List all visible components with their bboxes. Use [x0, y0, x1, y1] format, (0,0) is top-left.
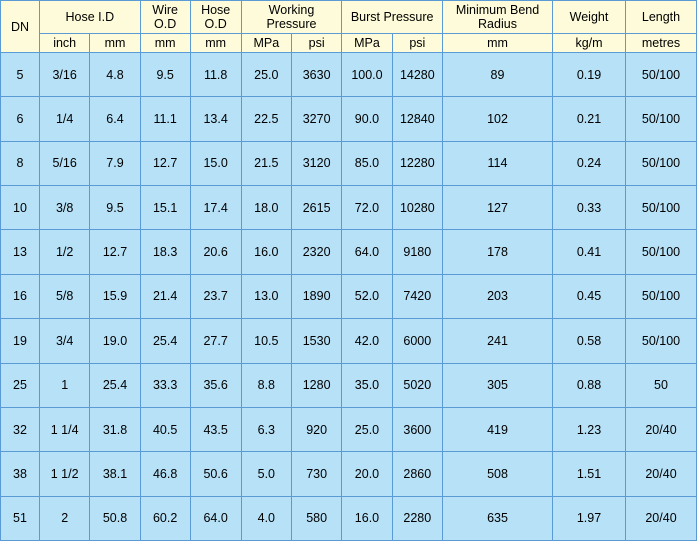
cell-working-pressure-mpa: 25.0 [241, 53, 291, 97]
cell-length: 50/100 [626, 274, 697, 318]
unit-header-hose-id-mm: mm [90, 34, 140, 53]
cell-working-pressure-psi: 1280 [291, 363, 341, 407]
cell-working-pressure-psi: 1890 [291, 274, 341, 318]
cell-dn: 25 [1, 363, 40, 407]
cell-bend-radius: 508 [443, 452, 553, 496]
cell-wire-od: 11.1 [140, 97, 190, 141]
cell-dn: 32 [1, 407, 40, 451]
cell-bend-radius: 419 [443, 407, 553, 451]
cell-weight: 0.33 [553, 186, 626, 230]
cell-hose-id-mm: 31.8 [90, 407, 140, 451]
unit-header-working-pressure-psi: psi [291, 34, 341, 53]
cell-length: 20/40 [626, 496, 697, 540]
cell-wire-od: 60.2 [140, 496, 190, 540]
cell-weight: 0.58 [553, 319, 626, 363]
cell-wire-od: 9.5 [140, 53, 190, 97]
cell-bend-radius: 203 [443, 274, 553, 318]
cell-working-pressure-mpa: 18.0 [241, 186, 291, 230]
cell-hose-od: 20.6 [190, 230, 241, 274]
cell-dn: 16 [1, 274, 40, 318]
cell-burst-pressure-psi: 5020 [392, 363, 442, 407]
cell-hose-id-inch: 3/8 [40, 186, 90, 230]
cell-length: 50/100 [626, 53, 697, 97]
cell-dn: 5 [1, 53, 40, 97]
unit-header-length-metres: metres [626, 34, 697, 53]
cell-working-pressure-mpa: 22.5 [241, 97, 291, 141]
cell-weight: 0.41 [553, 230, 626, 274]
cell-weight: 0.19 [553, 53, 626, 97]
cell-hose-id-mm: 12.7 [90, 230, 140, 274]
cell-weight: 1.97 [553, 496, 626, 540]
cell-length: 50 [626, 363, 697, 407]
cell-burst-pressure-mpa: 100.0 [342, 53, 392, 97]
column-header-minimum-bend-radius: Minimum Bend Radius [443, 1, 553, 34]
cell-dn: 6 [1, 97, 40, 141]
cell-working-pressure-psi: 2615 [291, 186, 341, 230]
unit-header-weight-kgm: kg/m [553, 34, 626, 53]
table-row [1, 53, 697, 97]
column-header-dn: DN [1, 1, 40, 53]
cell-bend-radius: 114 [443, 141, 553, 185]
table-row [1, 141, 697, 185]
cell-working-pressure-psi: 1530 [291, 319, 341, 363]
cell-wire-od: 46.8 [140, 452, 190, 496]
cell-working-pressure-psi: 730 [291, 452, 341, 496]
cell-hose-id-inch: 2 [40, 496, 90, 540]
cell-wire-od: 33.3 [140, 363, 190, 407]
column-header-hose-id: Hose I.D [40, 1, 141, 34]
column-header-length: Length [626, 1, 697, 34]
cell-weight: 1.23 [553, 407, 626, 451]
table-row [1, 97, 697, 141]
cell-hose-od: 11.8 [190, 53, 241, 97]
cell-working-pressure-psi: 3630 [291, 53, 341, 97]
unit-header-hose-od-mm: mm [190, 34, 241, 53]
cell-weight: 1.51 [553, 452, 626, 496]
cell-burst-pressure-mpa: 52.0 [342, 274, 392, 318]
cell-burst-pressure-psi: 2280 [392, 496, 442, 540]
cell-length: 50/100 [626, 319, 697, 363]
table-row [1, 230, 697, 274]
column-header-weight: Weight [553, 1, 626, 34]
cell-working-pressure-mpa: 5.0 [241, 452, 291, 496]
cell-hose-od: 35.6 [190, 363, 241, 407]
cell-working-pressure-psi: 2320 [291, 230, 341, 274]
cell-hose-id-mm: 4.8 [90, 53, 140, 97]
table-row [1, 407, 697, 451]
cell-bend-radius: 635 [443, 496, 553, 540]
unit-header-burst-pressure-psi: psi [392, 34, 442, 53]
cell-burst-pressure-psi: 2860 [392, 452, 442, 496]
table-row [1, 363, 697, 407]
unit-header-hose-id-inch: inch [40, 34, 90, 53]
cell-burst-pressure-mpa: 25.0 [342, 407, 392, 451]
cell-hose-id-inch: 1 1/4 [40, 407, 90, 451]
cell-hose-id-mm: 15.9 [90, 274, 140, 318]
cell-wire-od: 15.1 [140, 186, 190, 230]
cell-burst-pressure-mpa: 16.0 [342, 496, 392, 540]
cell-hose-id-mm: 38.1 [90, 452, 140, 496]
unit-header-bend-radius-mm: mm [443, 34, 553, 53]
cell-hose-id-inch: 1/4 [40, 97, 90, 141]
cell-hose-id-mm: 9.5 [90, 186, 140, 230]
cell-burst-pressure-psi: 14280 [392, 53, 442, 97]
cell-hose-id-inch: 5/8 [40, 274, 90, 318]
cell-length: 50/100 [626, 230, 697, 274]
cell-wire-od: 12.7 [140, 141, 190, 185]
cell-length: 50/100 [626, 97, 697, 141]
cell-burst-pressure-mpa: 90.0 [342, 97, 392, 141]
cell-burst-pressure-mpa: 85.0 [342, 141, 392, 185]
unit-header-wire-od-mm: mm [140, 34, 190, 53]
cell-hose-od: 23.7 [190, 274, 241, 318]
cell-hose-id-mm: 25.4 [90, 363, 140, 407]
table-row [1, 319, 697, 363]
cell-bend-radius: 127 [443, 186, 553, 230]
table-row [1, 496, 697, 540]
unit-header-working-pressure-mpa: MPa [241, 34, 291, 53]
cell-hose-id-inch: 3/4 [40, 319, 90, 363]
cell-burst-pressure-psi: 7420 [392, 274, 442, 318]
cell-dn: 8 [1, 141, 40, 185]
cell-hose-id-mm: 19.0 [90, 319, 140, 363]
column-header-wire-od: Wire O.D [140, 1, 190, 34]
column-header-burst-pressure: Burst Pressure [342, 1, 443, 34]
cell-burst-pressure-mpa: 20.0 [342, 452, 392, 496]
cell-working-pressure-mpa: 6.3 [241, 407, 291, 451]
cell-bend-radius: 241 [443, 319, 553, 363]
table-row [1, 186, 697, 230]
table-header [1, 1, 697, 53]
cell-burst-pressure-mpa: 64.0 [342, 230, 392, 274]
cell-burst-pressure-psi: 12280 [392, 141, 442, 185]
cell-burst-pressure-psi: 3600 [392, 407, 442, 451]
cell-weight: 0.21 [553, 97, 626, 141]
cell-length: 50/100 [626, 141, 697, 185]
cell-wire-od: 40.5 [140, 407, 190, 451]
cell-wire-od: 18.3 [140, 230, 190, 274]
cell-hose-id-mm: 50.8 [90, 496, 140, 540]
cell-hose-id-mm: 6.4 [90, 97, 140, 141]
cell-hose-od: 27.7 [190, 319, 241, 363]
table-body [1, 53, 697, 541]
cell-working-pressure-psi: 920 [291, 407, 341, 451]
column-header-hose-od: Hose O.D [190, 1, 241, 34]
cell-burst-pressure-mpa: 35.0 [342, 363, 392, 407]
cell-hose-id-inch: 1 [40, 363, 90, 407]
table-row [1, 452, 697, 496]
cell-working-pressure-mpa: 10.5 [241, 319, 291, 363]
column-header-working-pressure: Working Pressure [241, 1, 342, 34]
cell-working-pressure-mpa: 21.5 [241, 141, 291, 185]
cell-hose-od: 13.4 [190, 97, 241, 141]
cell-bend-radius: 89 [443, 53, 553, 97]
cell-weight: 0.88 [553, 363, 626, 407]
cell-working-pressure-psi: 3270 [291, 97, 341, 141]
cell-bend-radius: 178 [443, 230, 553, 274]
table-header-row-groups [1, 1, 697, 34]
cell-working-pressure-mpa: 13.0 [241, 274, 291, 318]
cell-dn: 13 [1, 230, 40, 274]
cell-hose-id-mm: 7.9 [90, 141, 140, 185]
cell-dn: 38 [1, 452, 40, 496]
cell-working-pressure-psi: 3120 [291, 141, 341, 185]
cell-bend-radius: 305 [443, 363, 553, 407]
table-row [1, 274, 697, 318]
cell-bend-radius: 102 [443, 97, 553, 141]
cell-hose-id-inch: 1 1/2 [40, 452, 90, 496]
cell-hose-id-inch: 3/16 [40, 53, 90, 97]
cell-wire-od: 25.4 [140, 319, 190, 363]
cell-hose-od: 17.4 [190, 186, 241, 230]
cell-working-pressure-mpa: 8.8 [241, 363, 291, 407]
cell-hose-od: 15.0 [190, 141, 241, 185]
cell-hose-id-inch: 5/16 [40, 141, 90, 185]
cell-length: 20/40 [626, 452, 697, 496]
cell-working-pressure-mpa: 16.0 [241, 230, 291, 274]
cell-burst-pressure-mpa: 72.0 [342, 186, 392, 230]
unit-header-burst-pressure-mpa: MPa [342, 34, 392, 53]
cell-hose-od: 50.6 [190, 452, 241, 496]
cell-burst-pressure-psi: 10280 [392, 186, 442, 230]
cell-burst-pressure-psi: 9180 [392, 230, 442, 274]
cell-length: 20/40 [626, 407, 697, 451]
cell-length: 50/100 [626, 186, 697, 230]
cell-working-pressure-mpa: 4.0 [241, 496, 291, 540]
table-header-row-units [1, 34, 697, 53]
cell-dn: 51 [1, 496, 40, 540]
cell-dn: 10 [1, 186, 40, 230]
cell-weight: 0.45 [553, 274, 626, 318]
cell-hose-od: 64.0 [190, 496, 241, 540]
cell-burst-pressure-psi: 12840 [392, 97, 442, 141]
cell-wire-od: 21.4 [140, 274, 190, 318]
cell-burst-pressure-mpa: 42.0 [342, 319, 392, 363]
cell-hose-id-inch: 1/2 [40, 230, 90, 274]
cell-dn: 19 [1, 319, 40, 363]
cell-working-pressure-psi: 580 [291, 496, 341, 540]
cell-weight: 0.24 [553, 141, 626, 185]
cell-hose-od: 43.5 [190, 407, 241, 451]
cell-burst-pressure-psi: 6000 [392, 319, 442, 363]
